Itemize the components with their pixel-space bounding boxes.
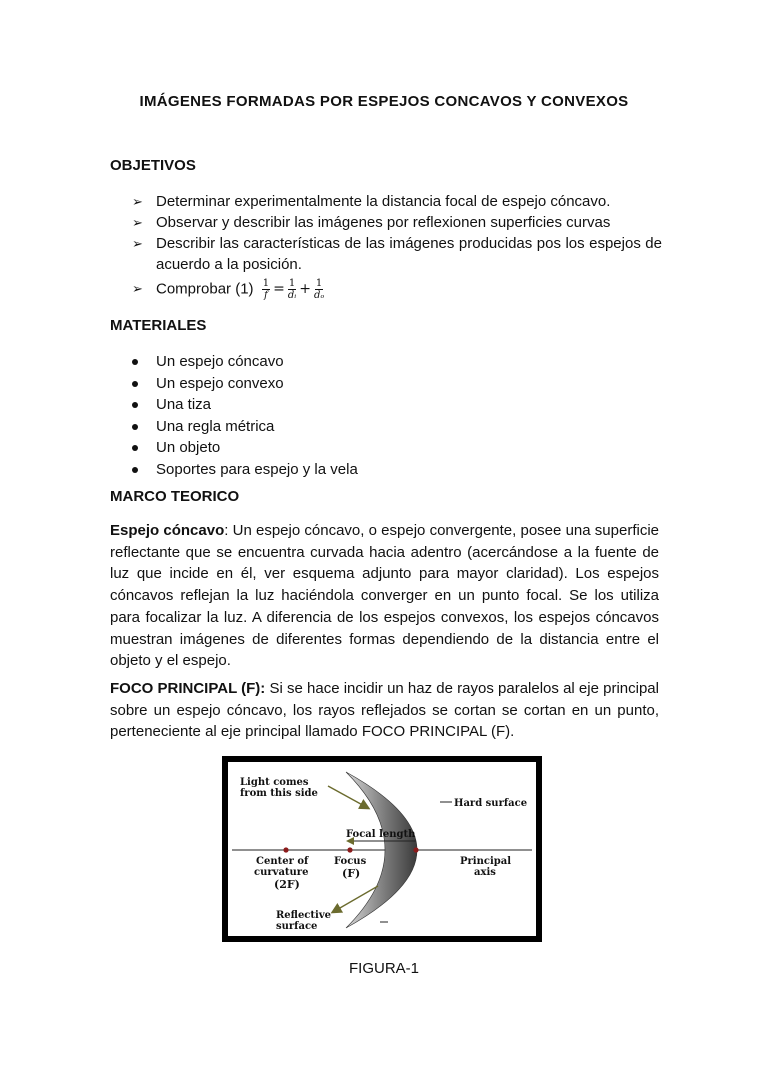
figure-caption: FIGURA-1 xyxy=(348,960,419,977)
paragraph-foco-principal: FOCO PRINCIPAL (F): Si se hace incidir un haz de rayos paralelos al eje principal sobre un espejo cóncavo, los rayos reflejados se cortan se cortan en un punto, perteneciente al eje principal llamado FOCO PRINCIPAL (F). xyxy=(110,680,659,741)
bullet-icon xyxy=(132,381,138,387)
marco-heading: MARCO TEORICO xyxy=(110,488,240,505)
focus-point xyxy=(347,847,352,852)
list-item-formula: ➢ Comprobar (1) $\frac{1}{f}$ = $\frac{1}{\text{dᵢ}}$ + $\frac{1}{\text{dₒ}}$ xyxy=(132,278,325,301)
arrow-bullet-icon: ➢ xyxy=(132,215,143,230)
label-hard-surface: Hard surface xyxy=(454,798,528,809)
label-principal: Principal xyxy=(460,856,512,867)
vertex-point xyxy=(413,847,418,852)
concave-mirror-figure xyxy=(222,756,542,942)
document-title: IMÁGENES FORMADAS POR ESPEJOS CONCAVOS Y CONVEXOS xyxy=(139,93,629,110)
list-item: Un espejo cóncavo xyxy=(132,351,358,373)
materiales-heading: MATERIALES xyxy=(110,317,207,334)
label-reflective: Reflective xyxy=(276,910,331,921)
list-item: ➢ Observar y describir las imágenes por reflexionen superficies curvas xyxy=(132,214,611,231)
objetivos-heading: OBJETIVOS xyxy=(110,157,196,174)
label-center-of: Center of xyxy=(256,856,309,867)
arrow-bullet-icon: ➢ xyxy=(132,194,143,209)
label-curvature: curvature xyxy=(254,867,309,878)
bullet-icon xyxy=(132,467,138,473)
center-of-curvature-point xyxy=(283,847,288,852)
paragraph-espejo-concavo: Espejo cóncavo: Un espejo cóncavo, o espejo convergente, posee una superficie reflectante que se encuentra curvada hacia adentro (acercándose a la fuente de luz que incide en él, ver esquema adjunto para mayor claridad). Los espejos cóncavos reflejan la luz haciéndola converger en un punto focal. Se los utiliza para focalizar la luz. A diferencia de los espejos convexos, los espejos cóncavos muestran imágenes de diferentes formas dependiendo de la distancia entre el objeto y el espejo. xyxy=(110,522,659,670)
arrow-bullet-icon: ➢ xyxy=(132,281,143,296)
mirror-diagram xyxy=(228,762,536,936)
list-item: Una tiza xyxy=(132,394,358,416)
label-focal-length: Focal length xyxy=(346,829,416,840)
label-focus: Focus xyxy=(334,856,367,867)
label-f: (F) xyxy=(342,867,361,880)
label-from-this-side: from this side xyxy=(240,788,318,799)
list-item: Un espejo convexo xyxy=(132,373,358,395)
bullet-icon xyxy=(132,359,138,365)
list-item: Una regla métrica xyxy=(132,416,358,438)
term-espejo-concavo: Espejo cóncavo xyxy=(110,522,225,539)
label-surface: surface xyxy=(276,921,318,932)
label-light-comes: Light comes xyxy=(240,777,309,788)
materiales-list xyxy=(132,351,358,481)
arrow-bullet-icon: ➢ xyxy=(132,236,143,251)
list-item: ➢ Determinar experimentalmente la distancia focal de espejo cóncavo. xyxy=(132,193,611,210)
list-item: Un objeto xyxy=(132,437,358,459)
list-item: ➢ Describir las características de las imágenes producidas pos los espejos de acuerdo a la posición. xyxy=(132,235,662,273)
list-item: Soportes para espejo y la vela xyxy=(132,459,358,481)
bullet-icon xyxy=(132,402,138,408)
mirror-equation: $\frac{1}{f}$ = $\frac{1}{\text{dᵢ}}$ + $\frac{1}{\text{dₒ}}$ xyxy=(262,278,325,301)
label-2f: (2F) xyxy=(274,878,300,891)
term-foco-principal: FOCO PRINCIPAL (F): xyxy=(110,680,266,697)
bullet-icon xyxy=(132,445,138,451)
bullet-icon xyxy=(132,424,138,430)
objetivos-list xyxy=(132,191,662,301)
label-axis: axis xyxy=(474,867,496,878)
